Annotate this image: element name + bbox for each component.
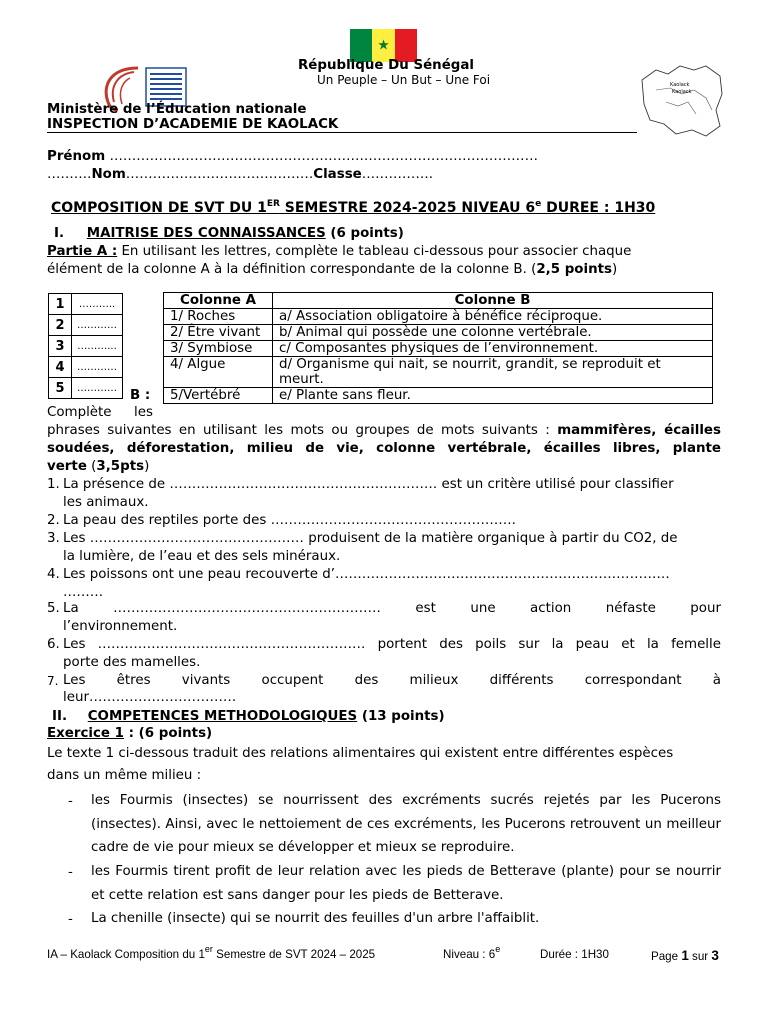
exercise-1-heading [47,725,212,743]
item-text[interactable]: La peau des reptiles porte des ………………………………………………. [63,513,516,528]
answer-number: 4 [49,357,72,378]
section-1-heading [54,225,404,243]
column-b-cell: c/ Composantes physiques de l’environnement. [273,341,713,357]
column-a-cell: 1/ Roches [164,309,273,325]
title-sup: ER [266,199,280,209]
answer-row [49,378,123,399]
item-text[interactable]: leur…………………………… [63,690,237,705]
title-part: SEMESTRE 2024-2025 NIVEAU 6 [279,200,536,216]
footer-duree: Durée : 1H30 [540,948,609,961]
item-text: Les êtres vivants occupent des milieux différents correspondant à [63,673,721,688]
prenom-dots: …………………………………………………………………………………… [109,149,538,164]
footer-text: Page [651,950,682,963]
answer-blank[interactable]: ……….. [72,294,123,315]
bullet-dash: - [68,794,73,809]
title-part: DUREE : 1H30 [541,200,656,216]
part-b-words: mammifères, écailles [557,423,721,438]
item-number: 1. [47,477,60,492]
nom-prefix: ………. [47,167,92,182]
item-text: ……… [63,585,104,600]
part-b-line: soudées, déforestation, milieu de vie, colonne vertébrale, écailles libres, plante [47,441,721,456]
part-b-words: verte [47,459,87,474]
classe-label: Classe [313,167,362,182]
column-b-cell: b/ Animal qui possède une colonne vertébrale. [273,325,713,341]
footer-sup: er [204,944,213,954]
inspection-name: INSPECTION D’ACADEMIE DE KAOLACK [47,117,339,132]
column-a-cell: 5/Vertébré [164,388,273,404]
answer-blank[interactable]: ………… [72,378,123,399]
item-number: 6. [47,637,60,652]
part-b-word: Complète [47,405,112,420]
section-2-heading [52,708,445,726]
table-row [164,309,713,325]
item-text: l’environnement. [63,619,178,634]
nom-classe-field[interactable] [47,166,433,184]
item-number: 7. [47,674,59,688]
answer-number: 1 [49,294,72,315]
bullet-text: La chenille (insecte) qui se nourrit des feuilles d'un arbre l'affaiblit. [91,911,540,926]
exercise-label: Exercice 1 [47,726,124,741]
column-b-header: Colonne B [273,293,713,309]
answer-row [49,315,123,336]
exercise-points: : (6 points) [124,726,213,741]
bullet-dash: - [68,912,73,927]
part-b-text: phrases suivantes en utilisant les mots ou groupes de mots suivants : [47,423,558,438]
section-points: (13 points) [357,709,445,724]
part-a-text: En utilisant les lettres, complète le tableau ci-dessous pour associer chaque [117,244,632,259]
column-b-cell: e/ Plante sans fleur. [273,388,713,404]
column-a-cell: 4/ Algue [164,357,273,388]
answer-blank[interactable]: ………… [72,357,123,378]
footer-text: IA – Kaolack Composition du 1 [47,948,205,961]
bullet-text: les Fourmis (insectes) se nourrissent des excréments sucrés rejetés par les Pucerons (insectes). Ainsi, avec le nettoiement de ces excréments, les Pucerons retrouvent un meilleur cadre de vie pour mieux se développer et mieux se reproduire. [91,793,721,855]
column-b-cell: d/ Organisme qui nait, se nourrit, grandit, se reproduit et meurt. [273,357,713,388]
part-b-word: les [134,405,153,420]
item-number: 2. [47,513,60,528]
answer-number: 2 [49,315,72,336]
exercise-intro: Le texte 1 ci-dessous traduit des relations alimentaires qui existent entre différentes espèces [47,746,674,761]
map-label: Kaolack [670,82,690,88]
item-text: porte des mamelles. [63,655,201,670]
item-text: les animaux. [63,495,149,510]
ministry-block [47,102,338,132]
footer-text: Niveau : 6 [443,948,496,961]
column-a-cell: 3/ Symbiose [164,341,273,357]
column-a-cell: 2/ Être vivant [164,325,273,341]
part-a-line-2 [47,261,617,279]
item-number: 5. [47,601,60,616]
column-b-cell: a/ Association obligatoire à bénéfice réciproque. [273,309,713,325]
bullet-text: les Fourmis tirent profit de leur relation avec les pieds de Betterave (plante) pour se nourrir et cette relation est sans danger pour les pieds de Betterave. [91,864,721,903]
part-a-line-1 [47,243,631,261]
answer-blank[interactable]: ………… [72,315,123,336]
page-current: 1 [681,948,689,963]
exercise-intro: dans un même milieu : [47,768,202,783]
item-text: la lumière, de l’eau et des sels minéraux. [63,549,341,564]
kaolack-map [636,60,726,140]
part-b-line [47,458,149,476]
item-number: 3. [47,531,60,546]
section-title: MAITRISE DES CONNAISSANCES [86,226,326,241]
ministry-name: Ministère de l’Éducation nationale [47,102,307,117]
answer-table [48,293,123,399]
table-row [164,325,713,341]
title-part: COMPOSITION DE SVT DU 1 [51,200,267,216]
item-text[interactable]: Les poissons ont une peau recouverte d’………………………………………………………………… [63,567,670,582]
exam-title [51,200,655,216]
footer-text: sur [688,950,712,963]
part-a-text: ) [612,262,618,277]
footer-sup: e [495,944,501,954]
item-number: 4. [47,567,60,582]
motto: Un Peuple – Un But – Une Foi [317,73,491,87]
table-row [164,357,713,388]
bullet-dash: - [68,865,73,880]
classe-dots: ……………. [361,167,433,182]
part-b-line [47,422,721,440]
prenom-field[interactable] [47,148,538,166]
answer-row [49,357,123,378]
answer-row [49,294,123,315]
star-icon: ★ [377,37,390,54]
part-b-text: ( [86,459,97,474]
republic-title: République Du Sénégal [298,58,475,73]
nom-label: Nom [91,167,126,182]
section-points: (6 points) [325,226,404,241]
page-number [651,948,719,963]
part-b-text: ) [144,459,150,474]
part-b-points: 3,5pts [96,459,145,474]
table-header-row [164,293,713,309]
part-b-label: B : [130,388,151,403]
footer-left [47,944,376,961]
answer-number: 5 [49,378,72,399]
footer-text: Semestre de SVT 2024 – 2025 [212,948,376,961]
header-divider [47,132,637,133]
part-a-text: élément de la colonne A à la définition correspondante de la colonne B. ( [47,262,537,277]
table-row [164,388,713,404]
answer-row [49,336,123,357]
item-text[interactable]: La présence de …………………………………………………… est un critère utilisé pour classifier [63,477,674,492]
map-label: Kaolack [672,89,692,95]
section-number: I. [54,226,65,241]
part-a-points: 2,5 points [536,262,613,277]
title-sup: e [535,199,542,209]
column-a-header: Colonne A [164,293,273,309]
footer-niveau [443,944,501,961]
matching-table [163,292,713,404]
item-text[interactable]: Les ………………………………………… produisent de la matière organique à partir du CO2, de [63,531,678,546]
answer-number: 3 [49,336,72,357]
prenom-label: Prénom [47,149,106,164]
answer-blank[interactable]: ………... [72,336,123,357]
table-row [164,341,713,357]
item-text[interactable]: Les …………………………………………………… portent des poils sur la peau et la femelle [63,637,721,652]
section-number: II. [52,709,68,724]
section-title: COMPETENCES METHODOLOGIQUES [87,709,358,724]
page-total: 3 [711,948,719,963]
nom-dots: …………………………………… [125,167,314,182]
item-text[interactable]: La …………………………………………………… est une action néfaste pour [63,601,721,616]
part-a-label: Partie A : [47,244,118,259]
